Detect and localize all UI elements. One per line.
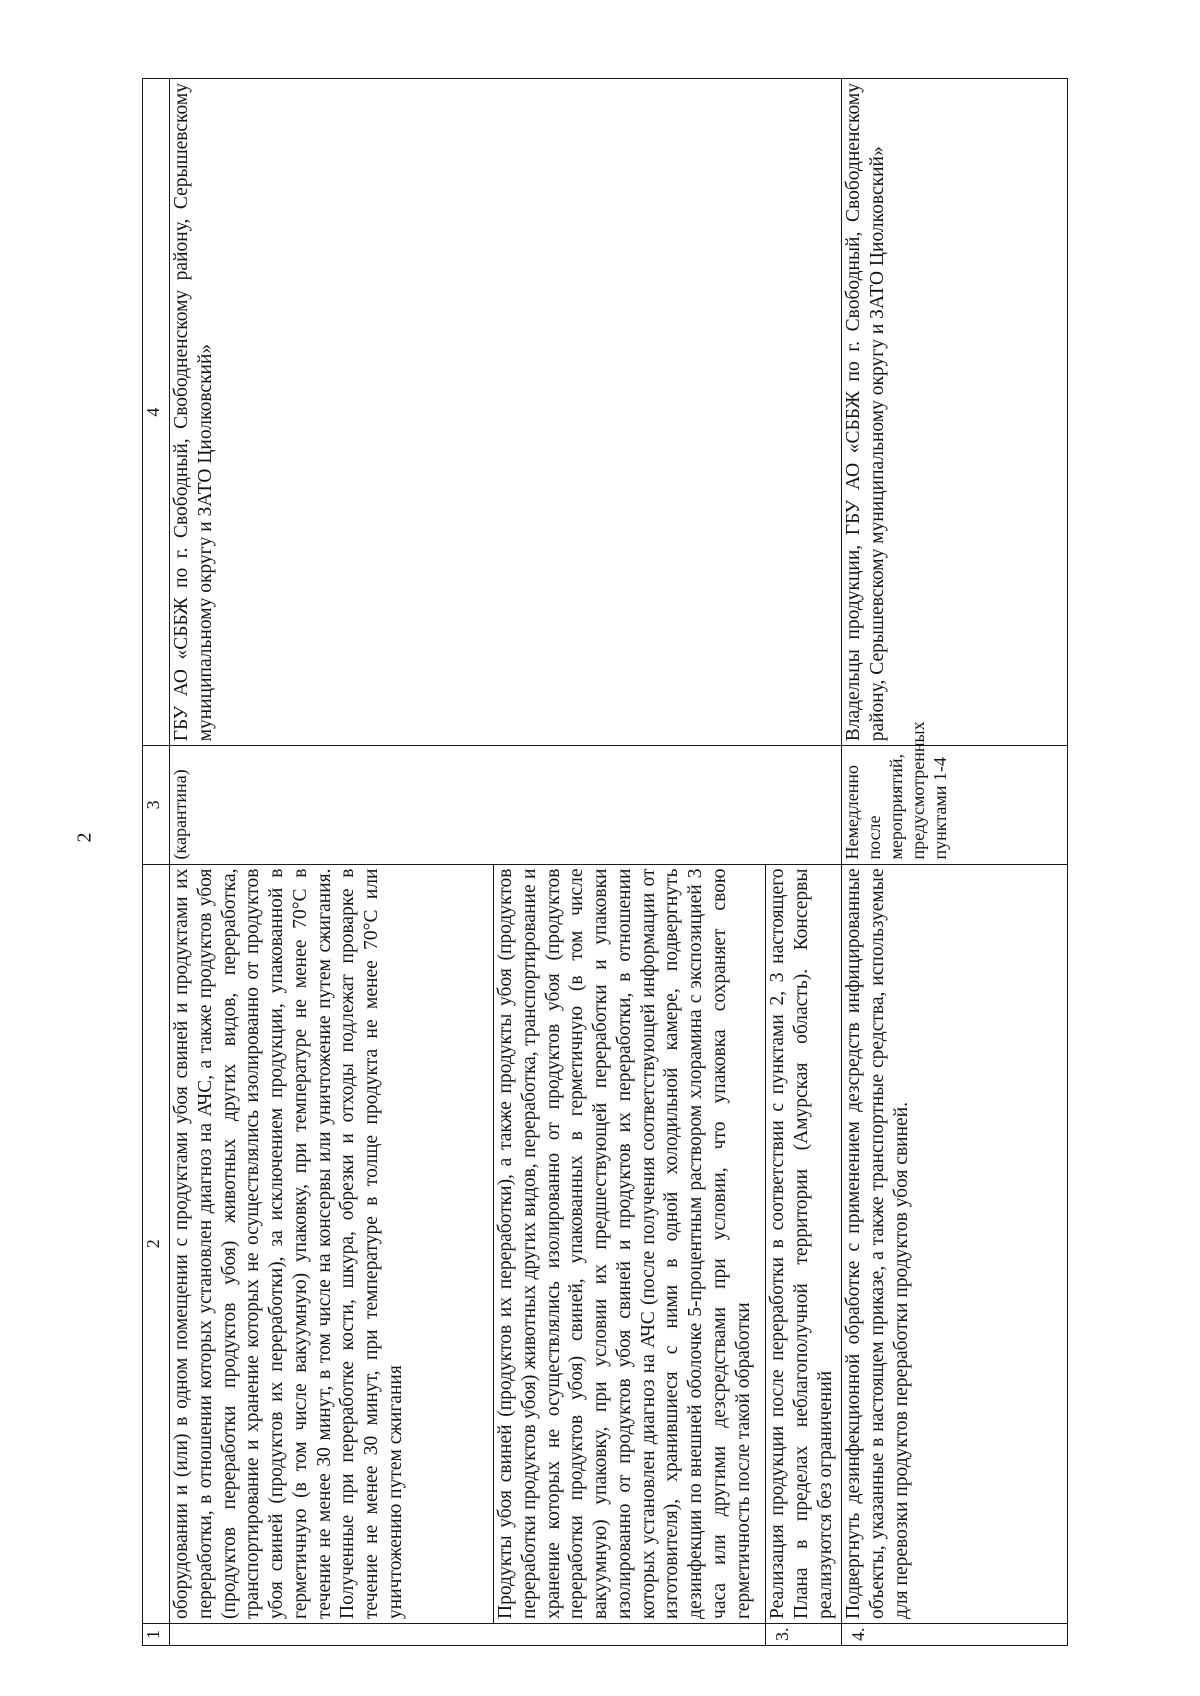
responsible-cell: Владельцы продукции, ГБУ АО «СББЖ по г. Свободный, Свободненскому району, Серышевскому муниципальному округу и ЗАТО Циолковский» — [842, 79, 1068, 746]
measure-cell: оборудовании и (или) в одном помещении с продуктами убоя свиней и продуктами их переработки, в отношении которых установлен диагноз на АЧС, а также продуктов убоя (продуктов переработки продуктов убоя) животных других видов, переработка, транспортирование и хранение которых не осуществлялись изолированно от продуктов убоя свиней (продуктов их переработки), за исключением продукции, упакованной в герметичную (в том числе вакуумную) упаковку, при температуре не менее 70°С в течение не менее 30 минут, в том числе на консервы или уничтожение путем сжигания. Полученные при переработке кости, шкура, обрезки и отходы подлежат проварке в течение не менее 30 минут, при температуре в толще продукта не менее 70°С или уничтожению путем сжигания — [170, 864, 494, 1623]
measure-cell: Реализация продукции после переработки в соответствии с пунктами 2, 3 настоящего Плана в пределах неблагополучной территории (Амурская область). Консервы реализуются без ограничений — [766, 864, 842, 1623]
page-number: 2 — [73, 832, 96, 843]
measure-cell: Продукты убоя свиней (продуктов их переработки), а также продукты убоя (продуктов переработки продуктов убоя) животных других видов, переработка, транспортирование и хранение которых не осуществлялись изолированно от продуктов убоя (продуктов переработки продуктов убоя) свиней, упакованных в герметичную (в том числе вакуумную) упаковку, при условии их предшествующей переработки и упаковки изолированно от продуктов убоя свиней и продуктов их переработки, в отношении которых установлен диагноз на АЧС (после получения соответствующей информации от изготовителя), хранившиеся с ними в одной холодильной камере, подвергнуть дезинфекции по внешней оболочке 5-процентным раствором хлорамина с экспозицией 3 часа или другими дезсредствами при условии, что упаковка сохраняет свою герметичность после такой обработки — [494, 864, 766, 1623]
term-cell: (карантина) — [170, 746, 842, 864]
row-number-cell — [170, 1623, 766, 1645]
header-col-3: 3 — [143, 746, 170, 864]
header-col-2: 2 — [143, 864, 170, 1623]
header-col-1: 1 — [143, 1623, 170, 1645]
row-number-cell: 3. — [766, 1623, 842, 1645]
measures-table — [142, 78, 1068, 1646]
measure-cell: Подвергнуть дезинфекционной обработке с применением дезсредств инфицированные объекты, указанные в настоящем приказе, а также транспортные средства, используемые для перевозки продуктов переработки продуктов убоя свиней. — [842, 864, 1068, 1623]
table-row — [170, 79, 494, 1646]
term-cell: Немедленно после мероприятий, предусмотренных пунктами 1-4 — [842, 746, 1068, 864]
responsible-cell: ГБУ АО «СББЖ по г. Свободный, Свободненскому району, Серышевскому муниципальному округу и ЗАТО Циолковский» — [170, 79, 842, 746]
row-number-cell: 4. — [842, 1623, 1068, 1645]
rotated-table-container — [142, 78, 1066, 1646]
table-row — [842, 79, 1068, 1646]
header-col-4: 4 — [143, 79, 170, 746]
table-header-row — [143, 79, 170, 1646]
